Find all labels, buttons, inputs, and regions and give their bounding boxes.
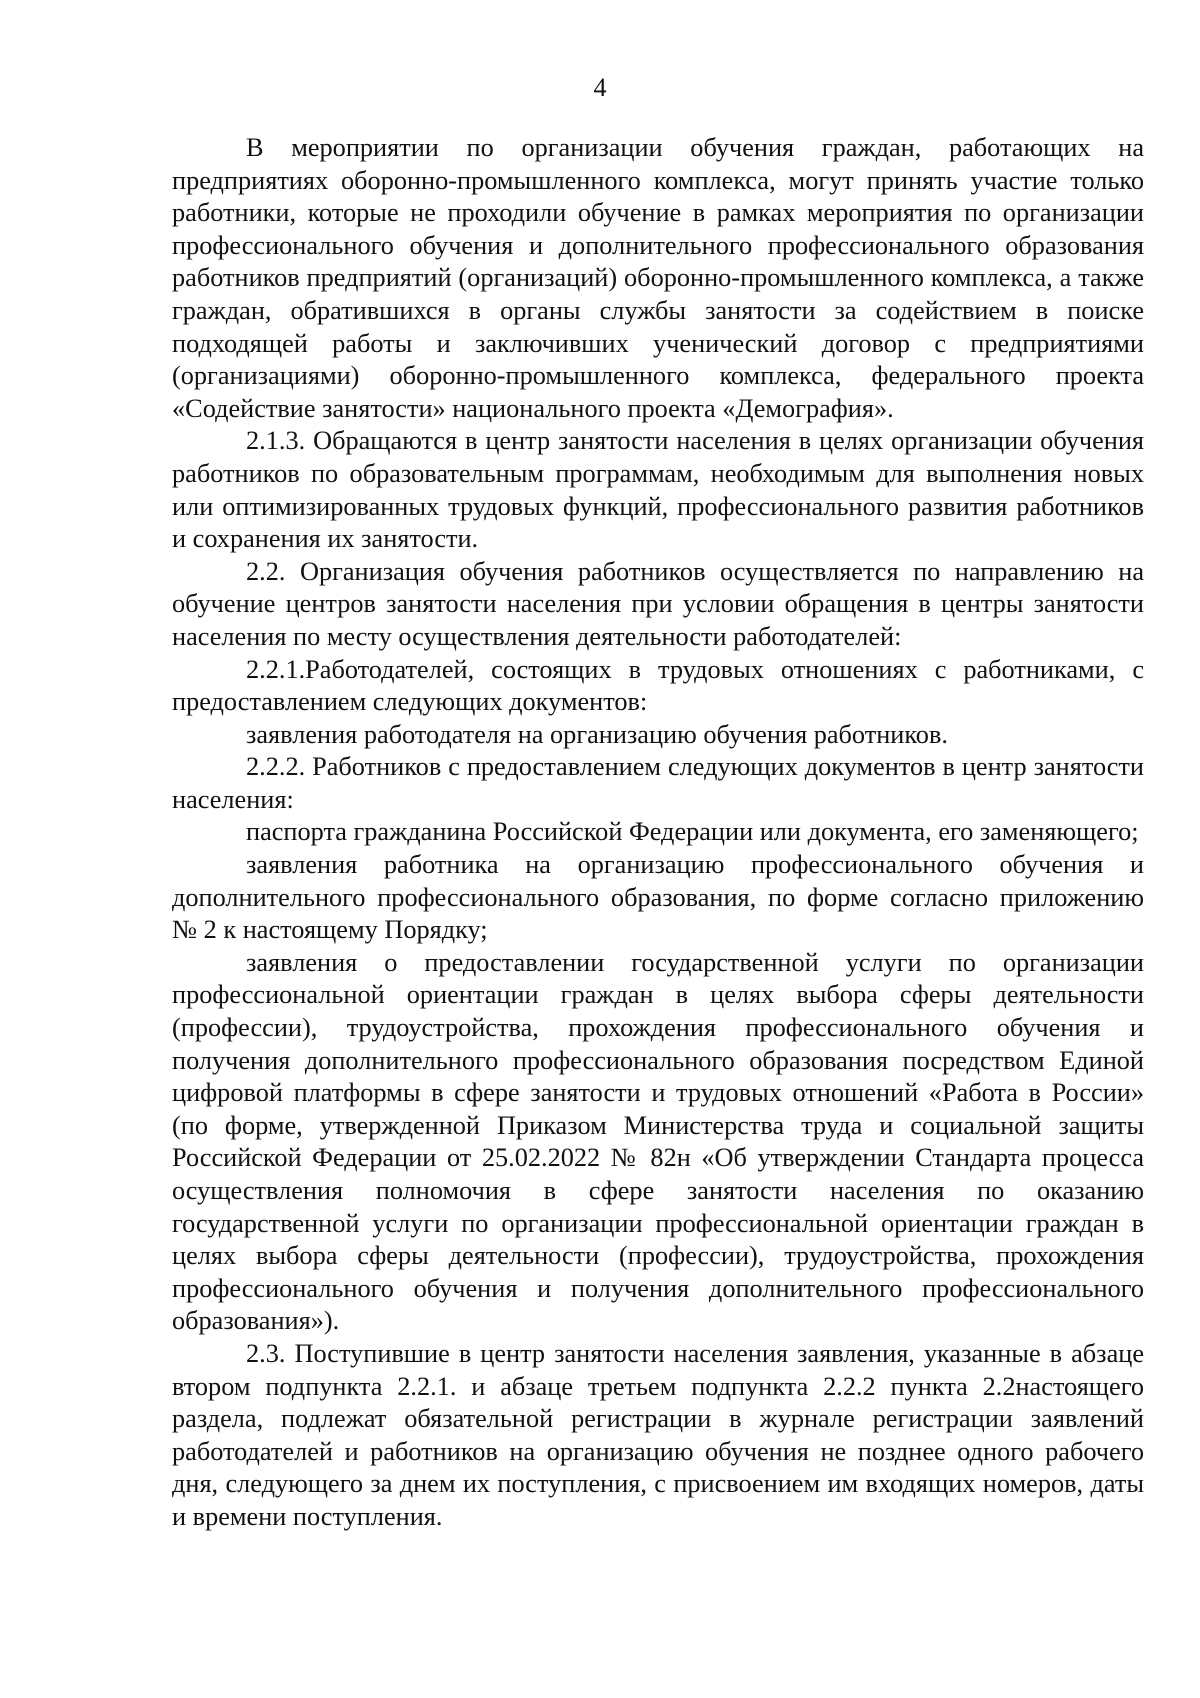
paragraph-passport: паспорта гражданина Российской Федерации или документа, его заменяющего; — [246, 817, 1139, 847]
paragraph-2-3: 2.3. Поступившие в центр занятости населения заявления, указанные в абзаце втором подпункта 2.2.1. и абзаце третьем подпункта 2.2.2 пункта 2.2настоящего раздела, подлежат обязательной регистрации в журнале регистрации заявлений работодателей и работников на организацию обучения не позднее одного рабочего дня, следующего за днем их поступления, с присвоением им входящих номеров, даты и времени поступления. — [172, 1338, 1144, 1531]
paragraph-employer-application: заявления работодателя на организацию обучения работников. — [246, 719, 948, 749]
paragraph-intro: В мероприятии по организации обучения граждан, работающих на предприятиях оборонно-промышленного комплекса, могут принять участие только работники, которые не проходили обучение в рамках мероприятия по организации профессионального обучения и дополнительного профессионального образования работников предприятий (организаций) оборонно-промышленного комплекса, а также граждан, обратившихся в органы службы занятости за содействием в поиске подходящей работы и заключивших ученический договор с предприятиями (организациями) оборонно-промышленного комплекса, федерального проекта «Содействие занятости» национального проекта «Демография». — [172, 133, 1144, 423]
paragraph-2-2-2: 2.2.2. Работников с предоставлением следующих документов в центр занятости населения: — [172, 752, 1144, 814]
paragraph-2-2-1: 2.2.1.Работодателей, состоящих в трудовых отношениях с работниками, с предоставлением следующих документов: — [172, 654, 1144, 717]
paragraph-2-1-3: 2.1.3. Обращаются в центр занятости населения в целях организации обучения работников по образовательным программам, необходимым для выполнения новых или оптимизированных трудовых функций, профессионального развития работников и сохранения их занятости. — [172, 426, 1144, 554]
paragraph-service-application: заявления о предоставлении государственной услуги по организации профессиональной ориентации граждан в целях выбора сферы деятельности (профессии), трудоустройства, прохождения профессионального обучения и получения дополнительного профессионального образования посредством Единой цифровой платформы в сфере занятости и трудовых отношений «Работа в России» (по форме, утвержденной Приказом Министерства труда и социальной защиты Российской Федерации от 25.02.2022 № 82н «Об утверждении Стандарта процесса осуществления полномочия в сфере занятости населения по оказанию государственной услуги по организации профессиональной ориентации граждан в целях выбора сферы деятельности (профессии), трудоустройства, прохождения профессионального обучения и получения дополнительного профессионального образования»). — [172, 947, 1144, 1336]
page-number: 4 — [593, 73, 607, 102]
paragraph-2-2: 2.2. Организация обучения работников осуществляется по направлению на обучение центров занятости населения при условии обращения в центры занятости населения по месту осуществления деятельности работодателей: — [172, 556, 1144, 651]
document-body — [172, 132, 1144, 1534]
paragraph-employee-application: заявления работника на организацию профессионального обучения и дополнительного профессионального образования, по форме согласно приложению № 2 к настоящему Порядку; — [172, 850, 1144, 945]
